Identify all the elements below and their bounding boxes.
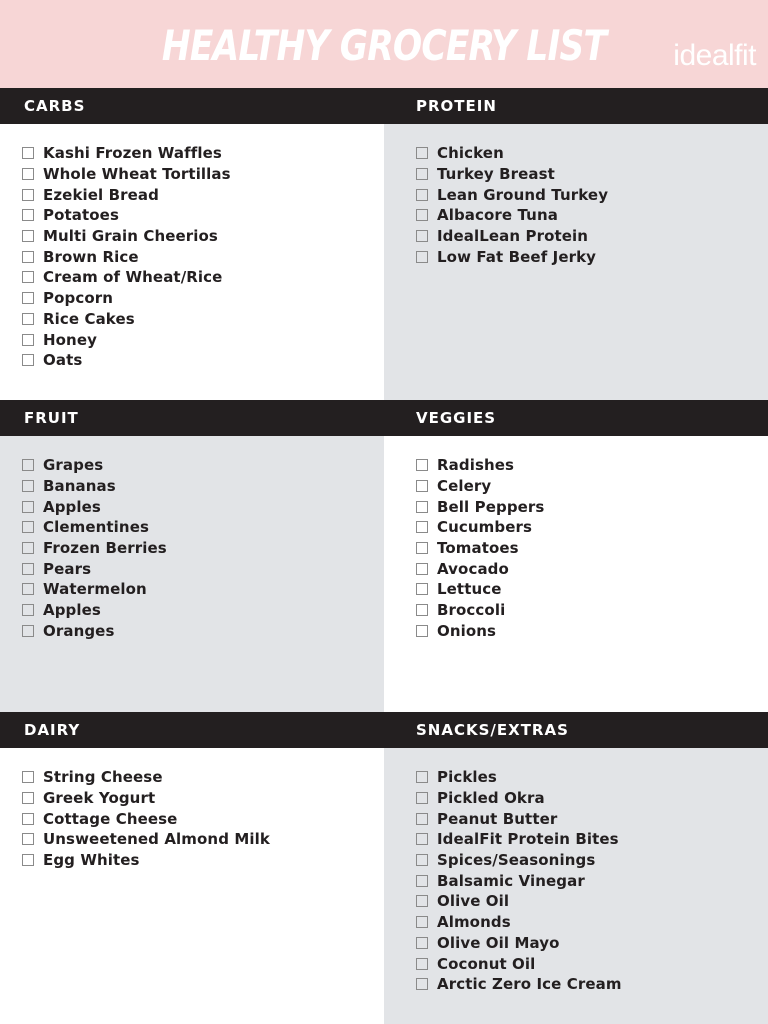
checkbox-icon[interactable] (22, 563, 34, 575)
item-list-carbs (0, 124, 384, 371)
checklist-item[interactable] (416, 205, 768, 226)
item-list-snacks-extras (384, 748, 768, 995)
checklist-item[interactable] (416, 912, 768, 933)
item-label: Coconut Oil (437, 954, 536, 973)
item-label: Low Fat Beef Jerky (437, 247, 597, 266)
item-label: Grapes (43, 456, 104, 475)
item-label: Rice Cakes (43, 309, 135, 328)
item-label: Unsweetened Almond Milk (43, 830, 270, 849)
checklist-item[interactable] (22, 829, 384, 850)
checklist-item[interactable] (416, 870, 768, 891)
checklist-item[interactable] (22, 517, 384, 538)
item-label: Avocado (437, 559, 509, 578)
checklist-item[interactable] (22, 246, 384, 267)
checkbox-icon[interactable] (416, 854, 428, 866)
checkbox-icon[interactable] (416, 542, 428, 554)
checklist-item[interactable] (22, 267, 384, 288)
item-label: Tomatoes (437, 539, 519, 558)
checkbox-icon[interactable] (416, 604, 428, 616)
item-label: Apples (43, 497, 101, 516)
checklist-item[interactable] (22, 600, 384, 621)
item-label: Greek Yogurt (43, 789, 156, 808)
item-list-dairy (0, 748, 384, 870)
checkbox-icon[interactable] (416, 833, 428, 845)
checkbox-icon[interactable] (416, 916, 428, 928)
checkbox-icon[interactable] (22, 209, 34, 221)
section-heading-veggies: VEGGIES (384, 400, 768, 436)
item-label: Olive Oil (437, 892, 510, 911)
checklist-item[interactable] (416, 558, 768, 579)
checkbox-icon[interactable] (22, 251, 34, 263)
checklist-item[interactable] (22, 476, 384, 497)
checklist-item[interactable] (22, 288, 384, 309)
checkbox-icon[interactable] (416, 958, 428, 970)
item-label: Popcorn (43, 289, 114, 308)
checklist-item[interactable] (416, 538, 768, 559)
section-heading-protein: PROTEIN (384, 88, 768, 124)
item-label: Olive Oil Mayo (437, 933, 560, 952)
checklist-item[interactable] (416, 476, 768, 497)
brand-logo: idealfit (673, 39, 756, 72)
checkbox-icon[interactable] (416, 771, 428, 783)
checklist-item[interactable] (416, 246, 768, 267)
section-heading-snacks-extras: SNACKS/EXTRAS (384, 712, 768, 748)
checklist-item[interactable] (416, 226, 768, 247)
checkbox-icon[interactable] (22, 189, 34, 201)
checkbox-icon[interactable] (416, 147, 428, 159)
checkbox-icon[interactable] (416, 230, 428, 242)
checklist-item[interactable] (416, 164, 768, 185)
item-list-protein (384, 124, 768, 267)
item-label: Cream of Wheat/Rice (43, 268, 223, 287)
checkbox-icon[interactable] (416, 189, 428, 201)
checkbox-icon[interactable] (22, 604, 34, 616)
checklist-item[interactable] (416, 933, 768, 954)
checklist-item[interactable] (416, 788, 768, 809)
checklist-item[interactable] (416, 621, 768, 642)
section-heading-fruit: FRUIT (0, 400, 384, 436)
section-heading-dairy: DAIRY (0, 712, 384, 748)
checklist-item[interactable] (22, 850, 384, 871)
item-label: Arctic Zero Ice Cream (437, 975, 622, 994)
checklist-item[interactable] (22, 226, 384, 247)
checkbox-icon[interactable] (416, 459, 428, 471)
checkbox-icon[interactable] (416, 813, 428, 825)
item-label: IdealFit Protein Bites (437, 830, 619, 849)
item-label: IdealLean Protein (437, 227, 589, 246)
checkbox-icon[interactable] (22, 147, 34, 159)
checklist-item[interactable] (416, 517, 768, 538)
checklist-item[interactable] (22, 767, 384, 788)
item-label: Chicken (437, 144, 504, 163)
item-label: Bell Peppers (437, 497, 545, 516)
checkbox-icon[interactable] (416, 875, 428, 887)
checkbox-icon[interactable] (22, 501, 34, 513)
checklist-item[interactable] (416, 600, 768, 621)
checklist-item[interactable] (416, 953, 768, 974)
checkbox-icon[interactable] (416, 480, 428, 492)
item-label: Oranges (43, 621, 115, 640)
item-label: Honey (43, 330, 97, 349)
item-label: Almonds (437, 913, 511, 932)
item-label: Kashi Frozen Waffles (43, 144, 222, 163)
checkbox-icon[interactable] (22, 354, 34, 366)
checklist-item[interactable] (22, 164, 384, 185)
checkbox-icon[interactable] (22, 480, 34, 492)
checkbox-icon[interactable] (22, 625, 34, 637)
section-dairy (0, 712, 384, 1024)
item-label: Celery (437, 477, 492, 496)
item-label: Spices/Seasonings (437, 851, 596, 870)
checklist-item[interactable] (22, 558, 384, 579)
checklist-item[interactable] (22, 455, 384, 476)
item-label: Watermelon (43, 580, 147, 599)
checklist-item[interactable] (22, 329, 384, 350)
section-fruit (0, 400, 384, 712)
checklist-item[interactable] (22, 579, 384, 600)
item-label: Apples (43, 601, 101, 620)
checklist-item[interactable] (416, 850, 768, 871)
checkbox-icon[interactable] (22, 334, 34, 346)
checkbox-icon[interactable] (416, 625, 428, 637)
item-label: Egg Whites (43, 851, 140, 870)
checklist-item[interactable] (416, 808, 768, 829)
checklist-item[interactable] (416, 767, 768, 788)
checkbox-icon[interactable] (22, 542, 34, 554)
checkbox-icon[interactable] (22, 271, 34, 283)
checklist-item[interactable] (22, 788, 384, 809)
checkbox-icon[interactable] (416, 209, 428, 221)
checkbox-icon[interactable] (22, 771, 34, 783)
checklist-item[interactable] (22, 808, 384, 829)
item-label: Lettuce (437, 580, 502, 599)
item-label: Peanut Butter (437, 809, 558, 828)
checklist-item[interactable] (22, 184, 384, 205)
item-list-veggies (384, 436, 768, 641)
checkbox-icon[interactable] (416, 978, 428, 990)
checklist-item[interactable] (22, 309, 384, 330)
section-protein (384, 88, 768, 400)
checkbox-icon[interactable] (22, 854, 34, 866)
page-title: HEALTHY GROCERY LIST (161, 21, 607, 70)
page-header (0, 0, 768, 88)
checkbox-icon[interactable] (416, 792, 428, 804)
checkbox-icon[interactable] (416, 168, 428, 180)
section-carbs (0, 88, 384, 400)
item-label: Ezekiel Bread (43, 185, 159, 204)
checkbox-icon[interactable] (416, 895, 428, 907)
item-label: Whole Wheat Tortillas (43, 165, 231, 184)
checklist-item[interactable] (22, 205, 384, 226)
checkbox-icon[interactable] (416, 937, 428, 949)
checkbox-icon[interactable] (22, 813, 34, 825)
checkbox-icon[interactable] (416, 501, 428, 513)
item-label: Brown Rice (43, 247, 139, 266)
item-label: Oats (43, 351, 83, 370)
item-label: Pickled Okra (437, 789, 545, 808)
checklist-item[interactable] (22, 143, 384, 164)
item-label: Balsamic Vinegar (437, 871, 585, 890)
checkbox-icon[interactable] (416, 251, 428, 263)
checkbox-icon[interactable] (22, 313, 34, 325)
item-label: Bananas (43, 477, 116, 496)
checkbox-icon[interactable] (22, 521, 34, 533)
item-label: String Cheese (43, 768, 163, 787)
checkbox-icon[interactable] (22, 792, 34, 804)
item-label: Albacore Tuna (437, 206, 558, 225)
checkbox-icon[interactable] (22, 833, 34, 845)
checklist-item[interactable] (22, 496, 384, 517)
checklist-item[interactable] (416, 829, 768, 850)
item-label: Radishes (437, 456, 515, 475)
item-label: Lean Ground Turkey (437, 185, 609, 204)
item-list-fruit (0, 436, 384, 641)
checkbox-icon[interactable] (22, 292, 34, 304)
item-label: Turkey Breast (437, 165, 555, 184)
item-label: Multi Grain Cheerios (43, 227, 218, 246)
checkbox-icon[interactable] (416, 583, 428, 595)
checkbox-icon[interactable] (416, 521, 428, 533)
checklist-item[interactable] (416, 143, 768, 164)
checklist-item[interactable] (22, 538, 384, 559)
checklist-item[interactable] (416, 974, 768, 995)
item-label: Broccoli (437, 601, 506, 620)
checklist-item[interactable] (416, 579, 768, 600)
checklist-item[interactable] (416, 891, 768, 912)
checklist-item[interactable] (22, 350, 384, 371)
checklist-item[interactable] (22, 621, 384, 642)
checklist-item[interactable] (416, 496, 768, 517)
checkbox-icon[interactable] (22, 583, 34, 595)
item-label: Cucumbers (437, 518, 533, 537)
section-heading-carbs: CARBS (0, 88, 384, 124)
item-label: Potatoes (43, 206, 119, 225)
checkbox-icon[interactable] (22, 459, 34, 471)
item-label: Cottage Cheese (43, 809, 178, 828)
checklist-item[interactable] (416, 455, 768, 476)
checklist-item[interactable] (416, 184, 768, 205)
checkbox-icon[interactable] (416, 563, 428, 575)
checkbox-icon[interactable] (22, 168, 34, 180)
item-label: Pickles (437, 768, 497, 787)
item-label: Onions (437, 621, 497, 640)
section-veggies (384, 400, 768, 712)
item-label: Frozen Berries (43, 539, 167, 558)
section-snacks-extras (384, 712, 768, 1024)
item-label: Clementines (43, 518, 149, 537)
item-label: Pears (43, 559, 92, 578)
checkbox-icon[interactable] (22, 230, 34, 242)
